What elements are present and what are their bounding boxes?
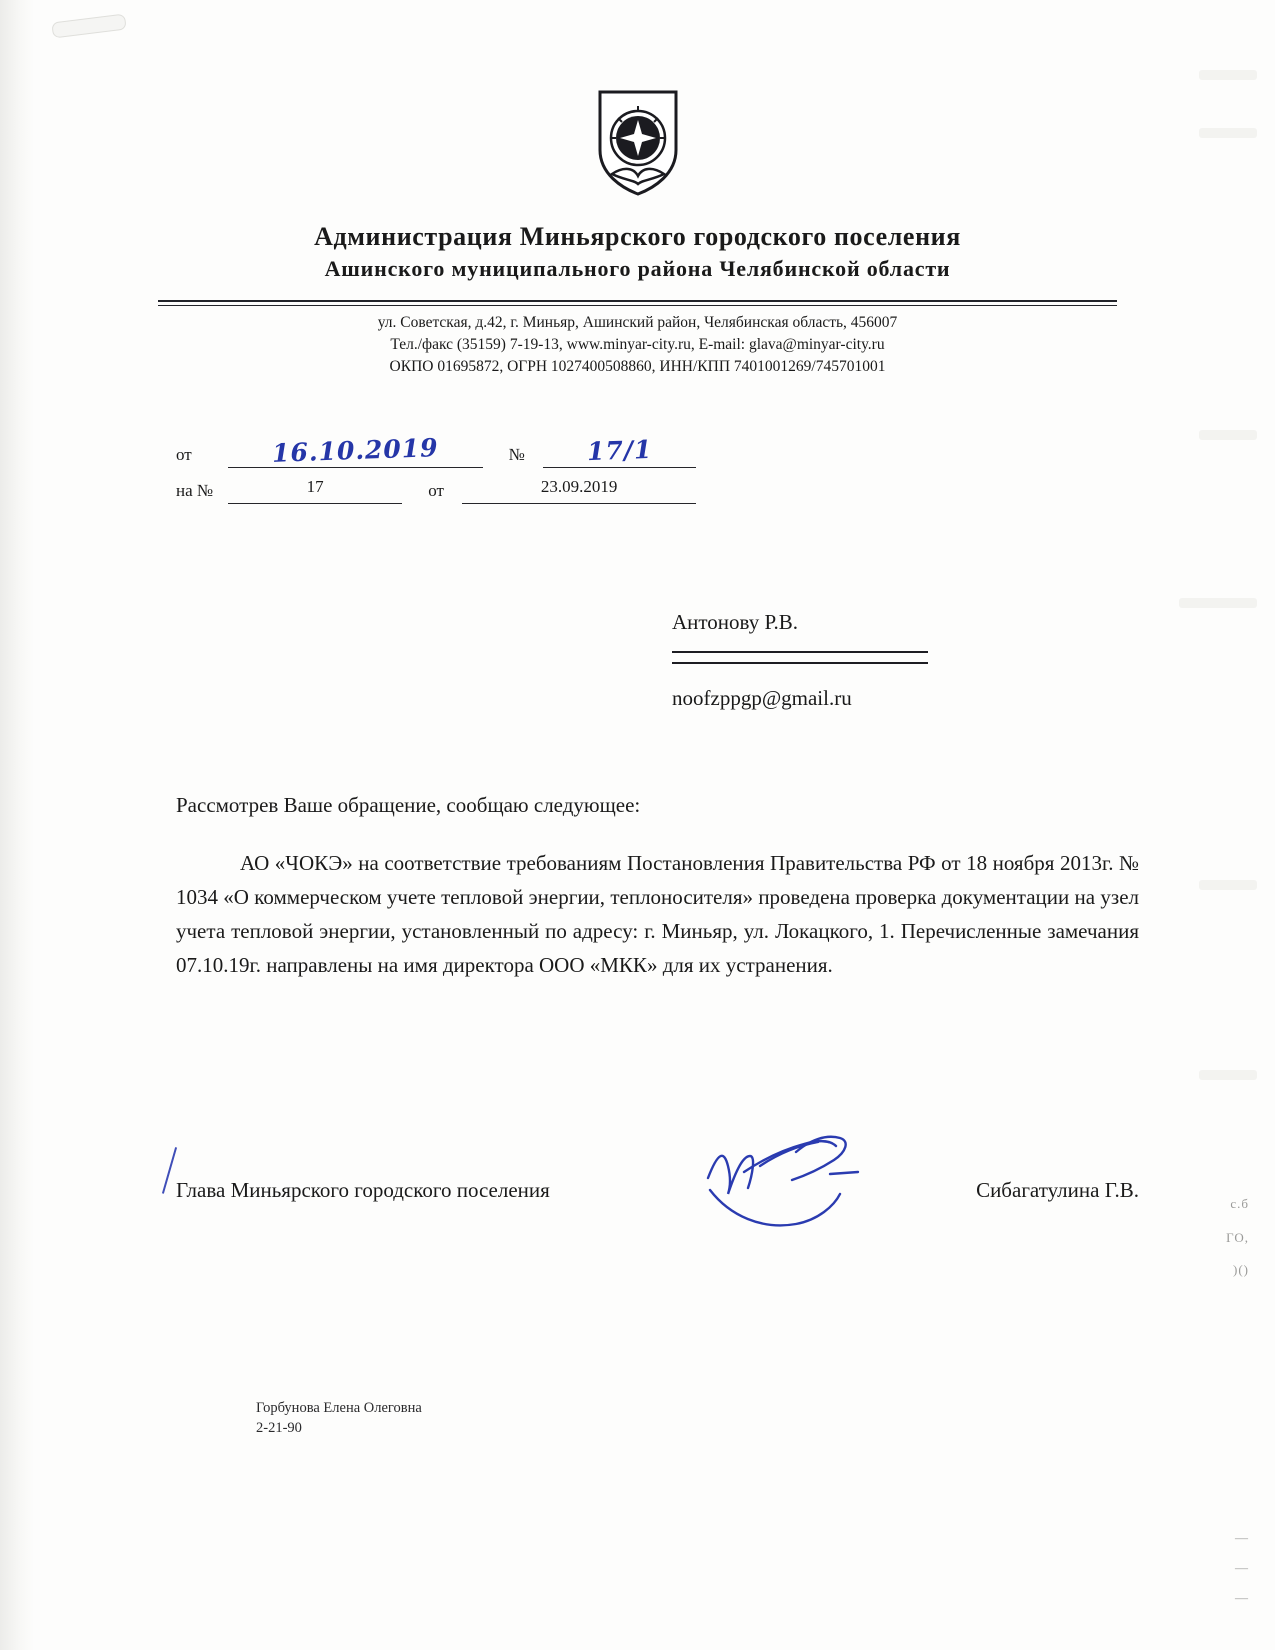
addressee-email: noofzppgp@gmail.ru bbox=[672, 686, 852, 710]
header-divider bbox=[158, 300, 1117, 306]
addressee-name: Антонову Р.В. bbox=[672, 610, 799, 634]
scan-margin-ghost-text: ― bbox=[1235, 1560, 1249, 1575]
scan-smudge-artifact bbox=[1199, 880, 1257, 890]
body-main-paragraph: АО «ЧОКЭ» на соответствие требованиям Постановления Правительства РФ от 18 ноября 2013г. № 1034 «О коммерческом учете тепловой энергии, теплоносителя» проведена проверка документации на узел учета тепловой энергии, установленный по адресу: г. Миньяр, ул. Локацкого, 1. Перечисленные замечания 07.10.19г. направлены на имя директора ООО «МКК» для их устранения. bbox=[176, 851, 1139, 977]
body-intro-paragraph: Рассмотрев Ваше обращение, сообщаю следующее: bbox=[176, 793, 641, 817]
reference-row-incoming bbox=[176, 468, 696, 504]
reference-block bbox=[176, 432, 696, 504]
contacts-registry-codes: ОКПО 01695872, ОГРН 1027400508860, ИНН/КПП 7401001269/745701001 bbox=[389, 358, 886, 375]
executor-block bbox=[256, 1398, 422, 1438]
outgoing-date-label: от bbox=[176, 445, 192, 464]
executor-phone: 2-21-90 bbox=[256, 1420, 302, 1436]
incoming-number-value: 17 bbox=[228, 477, 402, 504]
incoming-date-value: 23.09.2019 bbox=[462, 477, 696, 504]
organization-contacts bbox=[0, 312, 1275, 378]
scan-smudge-artifact bbox=[1179, 598, 1257, 608]
coat-of-arms-icon bbox=[590, 88, 686, 198]
scan-clip-artifact bbox=[51, 14, 126, 39]
outgoing-number-label: № bbox=[508, 445, 525, 464]
addressee-block bbox=[672, 610, 1092, 711]
incoming-number-label: на № bbox=[176, 481, 214, 500]
redacted-line bbox=[672, 651, 928, 664]
executor-name: Горбунова Елена Олеговна bbox=[256, 1400, 422, 1416]
scan-margin-ghost-text: ГО, bbox=[1226, 1230, 1249, 1245]
signatory-name: Сибагатулина Г.В. bbox=[976, 1178, 1139, 1202]
contacts-phone-web: Тел./факс (35159) 7-19-13, www.minyar-city.ru, E-mail: glava@minyar-city.ru bbox=[390, 336, 885, 353]
letter-body bbox=[176, 788, 1139, 982]
outgoing-number-value: 17/1 bbox=[543, 436, 696, 468]
incoming-date-label: от bbox=[428, 481, 444, 500]
scan-smudge-artifact bbox=[1199, 128, 1257, 138]
contacts-address: ул. Советская, д.42, г. Миньяр, Ашинский район, Челябинская область, 456007 bbox=[377, 314, 898, 331]
scan-margin-ghost-text: с.б bbox=[1230, 1196, 1249, 1211]
scan-smudge-artifact bbox=[1199, 70, 1257, 80]
scan-smudge-artifact bbox=[1199, 1070, 1257, 1080]
scan-margin-ghost-text: )() bbox=[1233, 1262, 1249, 1277]
signature-row bbox=[176, 1178, 1139, 1203]
scan-margin-ghost-text: ― bbox=[1235, 1590, 1249, 1605]
signatory-title: Глава Миньярского городского поселения bbox=[176, 1178, 550, 1202]
outgoing-date-value: 16.10.2019 bbox=[228, 436, 483, 468]
scan-smudge-artifact bbox=[1199, 430, 1257, 440]
organization-title: Администрация Миньярского городского поселения bbox=[314, 222, 961, 251]
scan-margin-ghost-text: ― bbox=[1235, 1530, 1249, 1545]
reference-row-outgoing bbox=[176, 432, 696, 468]
organization-subtitle: Ашинского муниципального района Челябинской области bbox=[324, 256, 951, 281]
